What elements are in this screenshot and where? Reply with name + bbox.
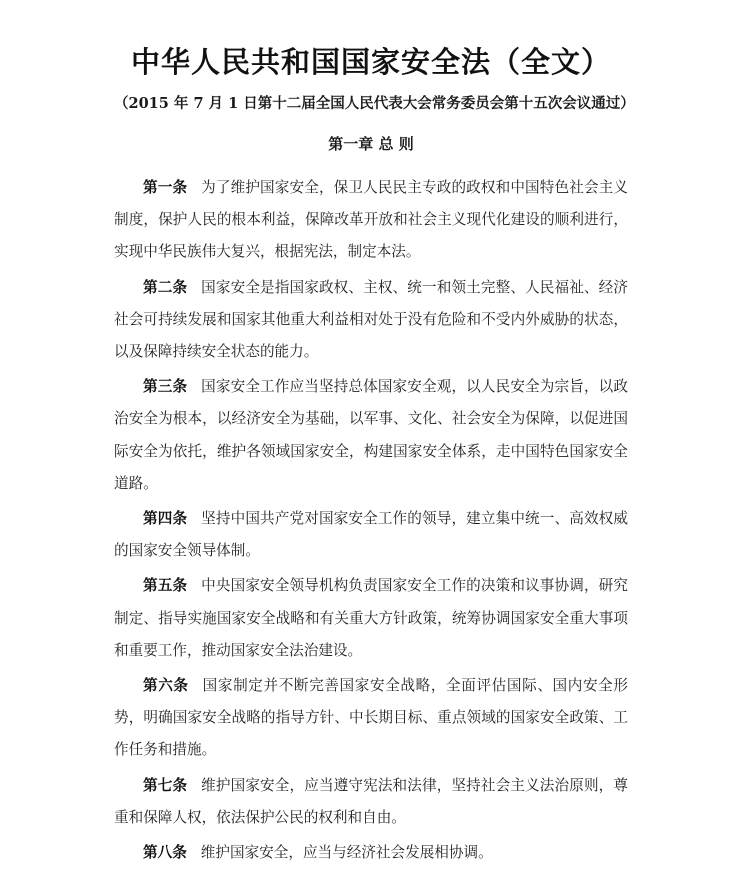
article-text: 维护国家安全，应当遵守宪法和法律，坚持社会主义法治原则，尊重和保障人权，依法保护公民的权利和自由。 [114,776,628,826]
article-label: 第六条 [143,677,189,695]
article-text: 中央国家安全领导机构负责国家安全工作的决策和议事协调，研究制定、指导实施国家安全战略和有关重大方针政策，统筹协调国家安全重大事项和重要工作，推动国家安全法治建设。 [114,577,628,659]
article-2 [114,272,628,369]
article-text: 国家安全工作应当坚持总体国家安全观，以人民安全为宗旨，以政治安全为根本，以经济安全为基础，以军事、文化、社会安全为保障，以促进国际安全为依托，维护各领域国家安全，构建国家安全体系，走中国特色国家安全道路。 [114,378,628,492]
article-3 [114,371,628,500]
article-list [114,172,628,869]
article-4 [114,503,628,567]
article-text: 坚持中国共产党对国家安全工作的领导，建立集中统一、高效权威的国家安全领导体制。 [114,510,628,560]
document-title: 中华人民共和国国家安全法（全文） [130,45,611,79]
chapter-heading: 第一章 总 则 [328,135,414,153]
article-label: 第一条 [143,179,188,196]
article-label: 第五条 [143,577,188,595]
article-text: 国家制定并不断完善国家安全战略，全面评估国际、国内安全形势，明确国家安全战略的指导方针、中长期目标、重点领域的国家安全政策、工作任务和措施。 [114,677,628,759]
article-1 [114,172,628,269]
article-6 [114,670,628,767]
article-5 [114,570,628,667]
article-text: 为了维护国家安全，保卫人民民主专政的政权和中国特色社会主义制度，保护人民的根本利益，保障改革开放和社会主义现代化建设的顺利进行，实现中华民族伟大复兴，根据宪法，制定本法。 [114,179,628,261]
article-label: 第四条 [143,510,188,528]
article-label: 第八条 [143,844,187,862]
article-label: 第三条 [143,378,188,396]
article-7 [114,770,628,834]
article-label: 第七条 [143,776,188,794]
article-label: 第二条 [143,278,188,296]
document-subtitle: （2015 年 7 月 1 日第十二届全国人民代表大会常务委员会第十五次会议通过） [114,95,635,112]
article-text: 维护国家安全，应当与经济社会发展相协调。 [200,844,493,862]
article-text: 国家安全是指国家政权、主权、统一和领土完整、人民福祉、经济社会可持续发展和国家其他重大利益相对处于没有危险和不受内外威胁的状态，以及保障持续安全状态的能力。 [114,278,628,361]
article-8 [114,837,628,869]
